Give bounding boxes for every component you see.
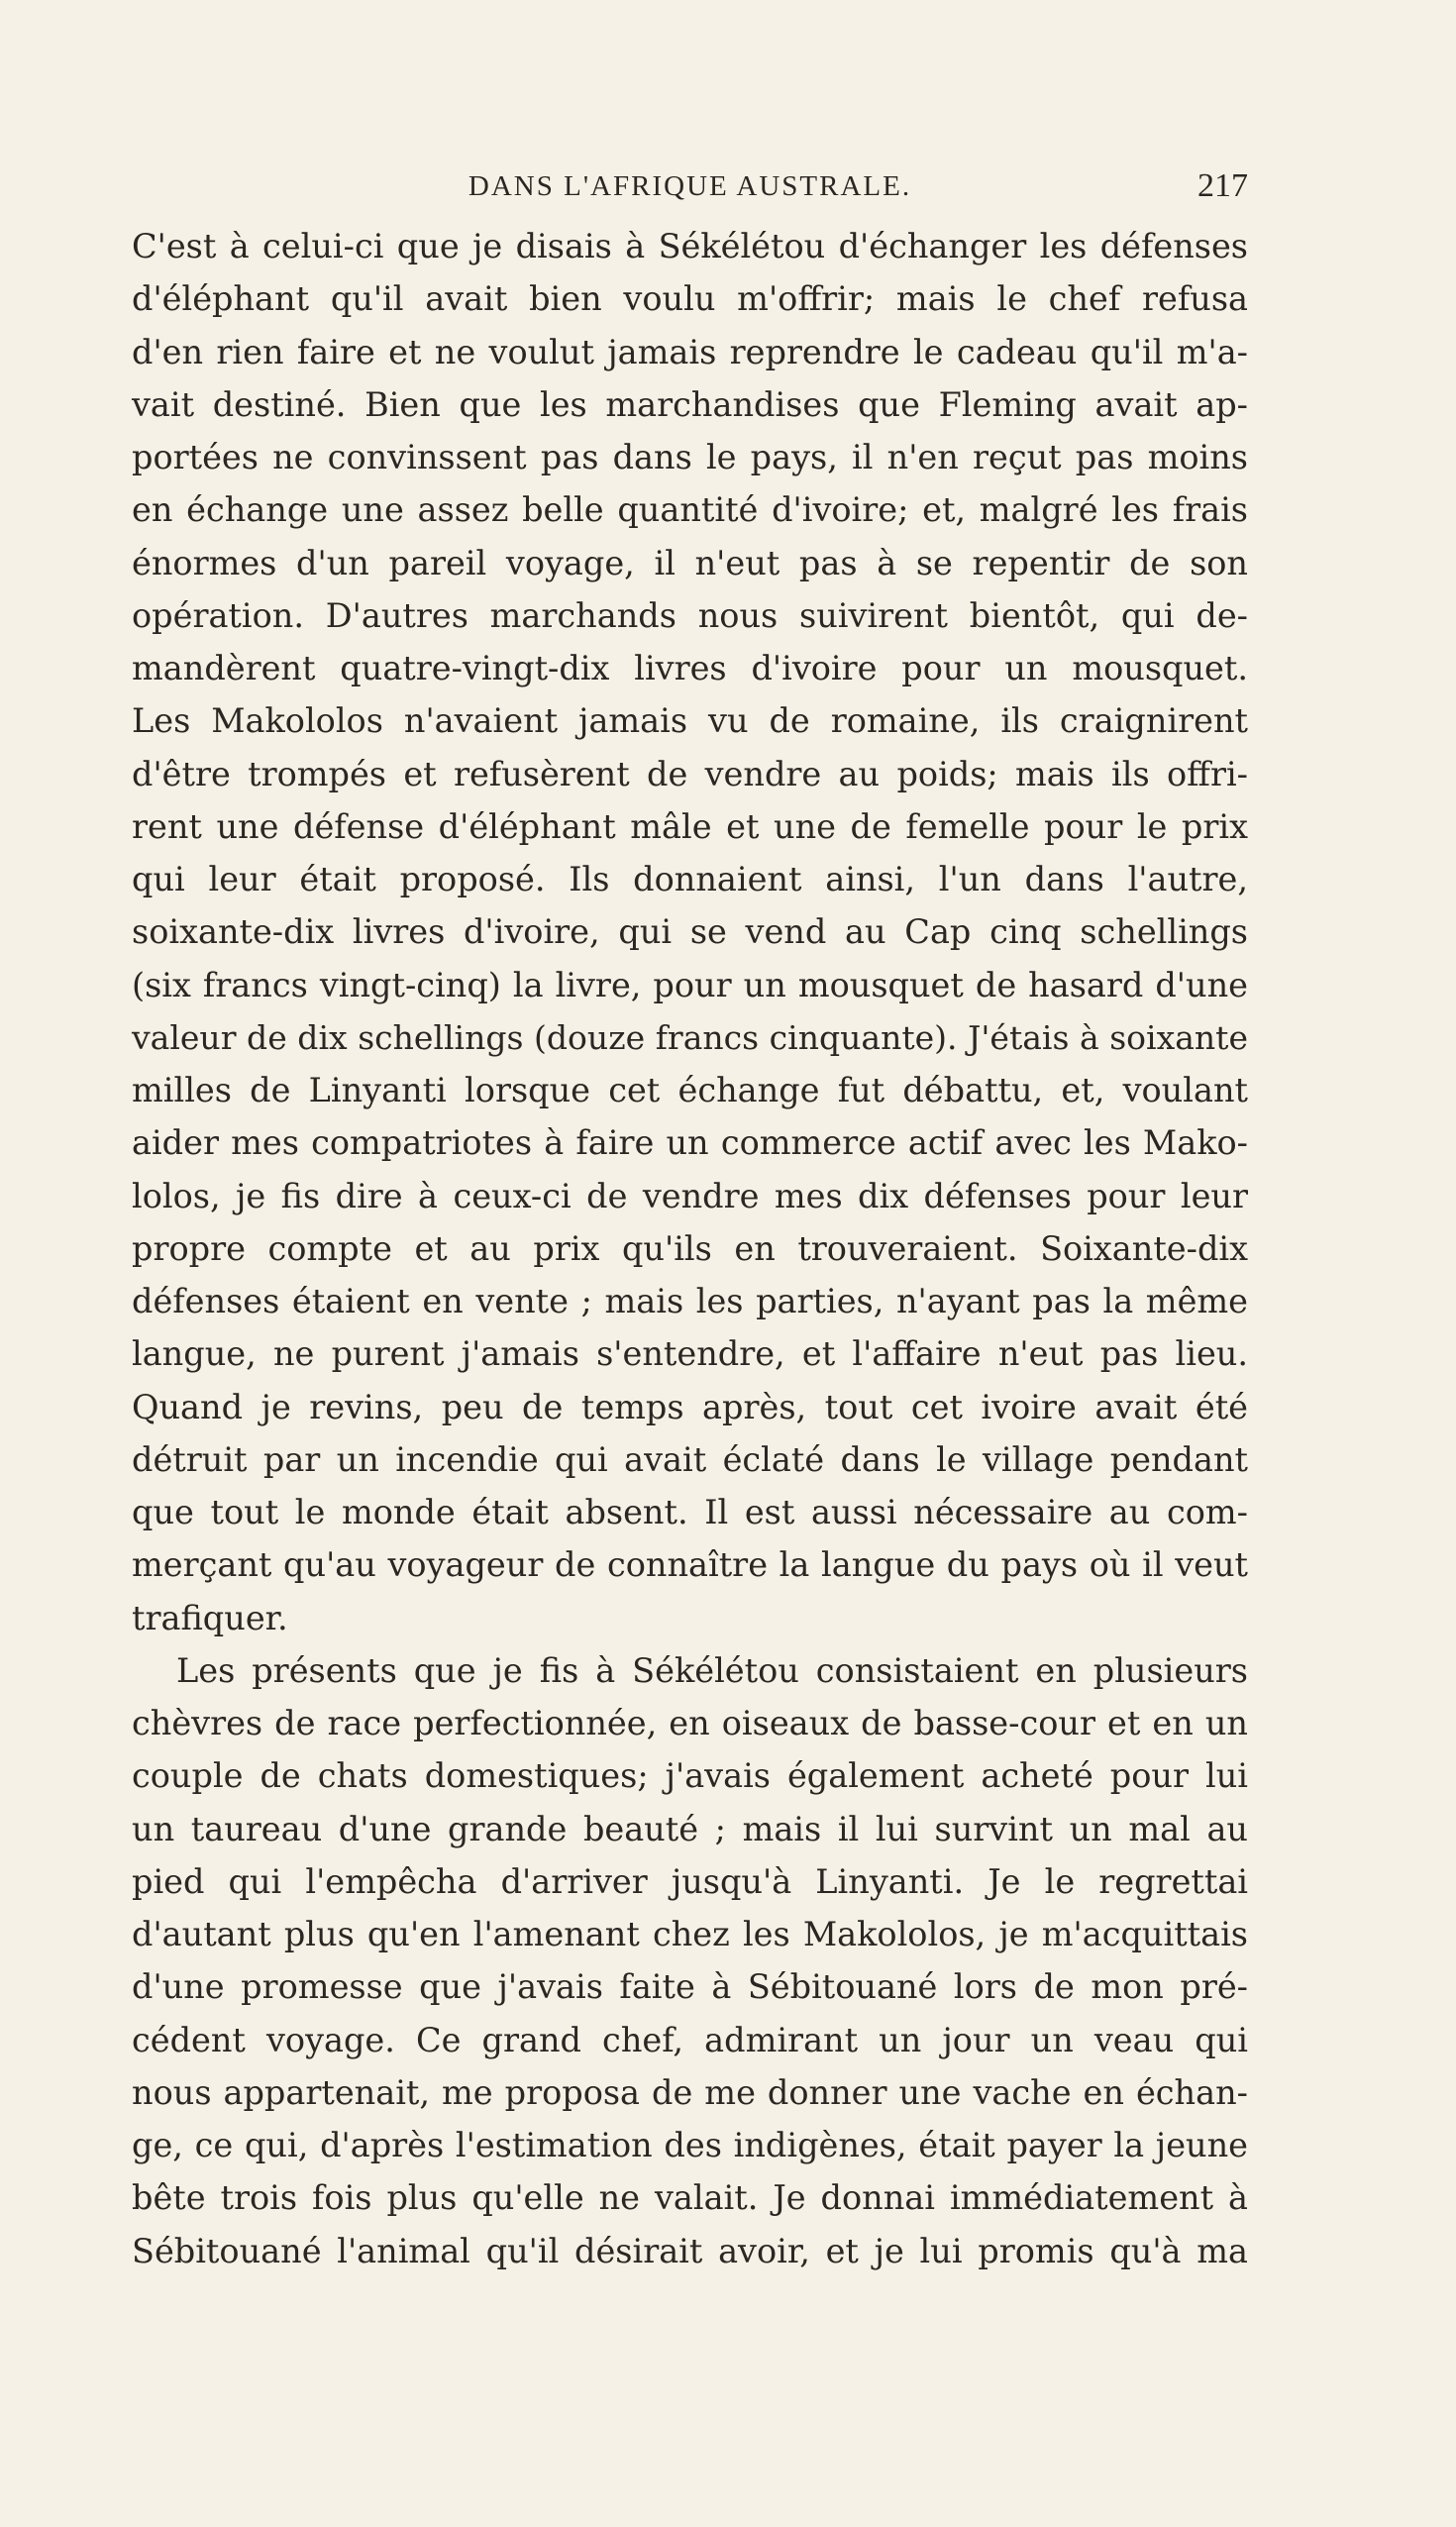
text-line: aider mes compatriotes à faire un commerce actif avec les Mako- [132,1123,1248,1163]
text-line: qui leur était proposé. Ils donnaient ainsi, l'un dans l'autre, [132,860,1248,898]
body-text [132,220,1248,2277]
running-title: DANS L'AFRIQUE AUSTRALE. [468,170,912,202]
text-line: d'être trompés et refusèrent de vendre au poids; mais ils offri- [132,754,1248,793]
text-line: ge, ce qui, d'après l'estimation des indigènes, était payer la jeune [132,2126,1248,2164]
page-number: 217 [1197,167,1248,204]
text-line: couple de chats domestiques; j'avais également acheté pour lui [132,1756,1248,1796]
text-line: merçant qu'au voyageur de connaître la langue du pays où il veut [132,1545,1248,1585]
text-line: valeur de dix schellings (douze francs cinquante). J'étais à soixante [132,1017,1248,1057]
text-line: en échange une assez belle quantité d'ivoire; et, malgré les frais [132,490,1248,530]
text-line: C'est à celui-ci que je disais à Sékélétou d'échanger les défenses [132,227,1248,265]
text-line: lolos, je fis dire à ceux-ci de vendre mes dix défenses pour leur [132,1176,1248,1215]
text-line: nous appartenait, me proposa de me donner une vache en échan- [132,2072,1248,2112]
text-line: trafiquer. [132,1598,288,1637]
running-head [132,166,1248,206]
text-line: Les présents que je fis à Sékélétou consistaient en plusieurs [176,1650,1248,1690]
text-line: d'en rien faire et ne voulut jamais reprendre le cadeau qu'il m'a- [132,332,1248,371]
text-line: que tout le monde était absent. Il est aussi nécessaire au com- [132,1493,1248,1531]
text-line: d'éléphant qu'il avait bien voulu m'offrir; mais le chef refusa [132,279,1248,319]
text-line: opération. D'autres marchands nous suivirent bientôt, qui de- [132,595,1248,635]
text-line: milles de Linyanti lorsque cet échange fut débattu, et, voulant [132,1071,1248,1109]
text-line: propre compte et au prix qu'ils en trouveraient. Soixante-dix [132,1228,1248,1268]
text-line: Quand je revins, peu de temps après, tout cet ivoire avait été [132,1387,1248,1426]
paragraph-1 [132,220,1248,1644]
text-line: langue, ne purent j'amais s'entendre, et l'affaire n'eut pas lieu. [132,1334,1248,1374]
text-line: énormes d'un pareil voyage, il n'eut pas à se repentir de son [132,543,1248,582]
text-line: soixante-dix livres d'ivoire, qui se vend au Cap cinq schellings [132,912,1248,952]
text-line: mandèrent quatre-vingt-dix livres d'ivoire pour un mousquet. [132,649,1248,687]
text-line: Sébitouané l'animal qu'il désirait avoir, et je lui promis qu'à ma [132,2231,1248,2270]
text-line: détruit par un incendie qui avait éclaté dans le village pendant [132,1439,1248,1479]
paragraph-2 [132,1644,1248,2277]
text-line: pied qui l'empêcha d'arriver jusqu'à Linyanti. Je le regrettai [132,1861,1248,1901]
text-line: un taureau d'une grande beauté ; mais il lui survint un mal au [132,1809,1248,1848]
text-line: d'une promesse que j'avais faite à Sébitouané lors de mon pré- [132,1967,1248,2007]
text-line: cédent voyage. Ce grand chef, admirant un jour un veau qui [132,2020,1248,2059]
text-line: d'autant plus qu'en l'amenant chez les Makololos, je m'acquittais [132,1915,1248,1953]
text-line: vait destiné. Bien que les marchandises que Fleming avait ap- [132,384,1248,424]
text-line: bête trois fois plus qu'elle ne valait. Je donnai immédiatement à [132,2178,1248,2218]
text-line: rent une défense d'éléphant mâle et une de femelle pour le prix [132,806,1248,846]
text-line: chèvres de race perfectionnée, en oiseaux de basse-cour et en un [132,1704,1248,1742]
text-line: Les Makololos n'avaient jamais vu de romaine, ils craignirent [132,701,1248,741]
text-line: (six francs vingt-cinq) la livre, pour un mousquet de hasard d'une [132,965,1248,1004]
text-line: portées ne convinssent pas dans le pays, il n'en reçut pas moins [132,438,1248,476]
text-line: défenses étaient en vente ; mais les parties, n'ayant pas la même [132,1282,1248,1320]
